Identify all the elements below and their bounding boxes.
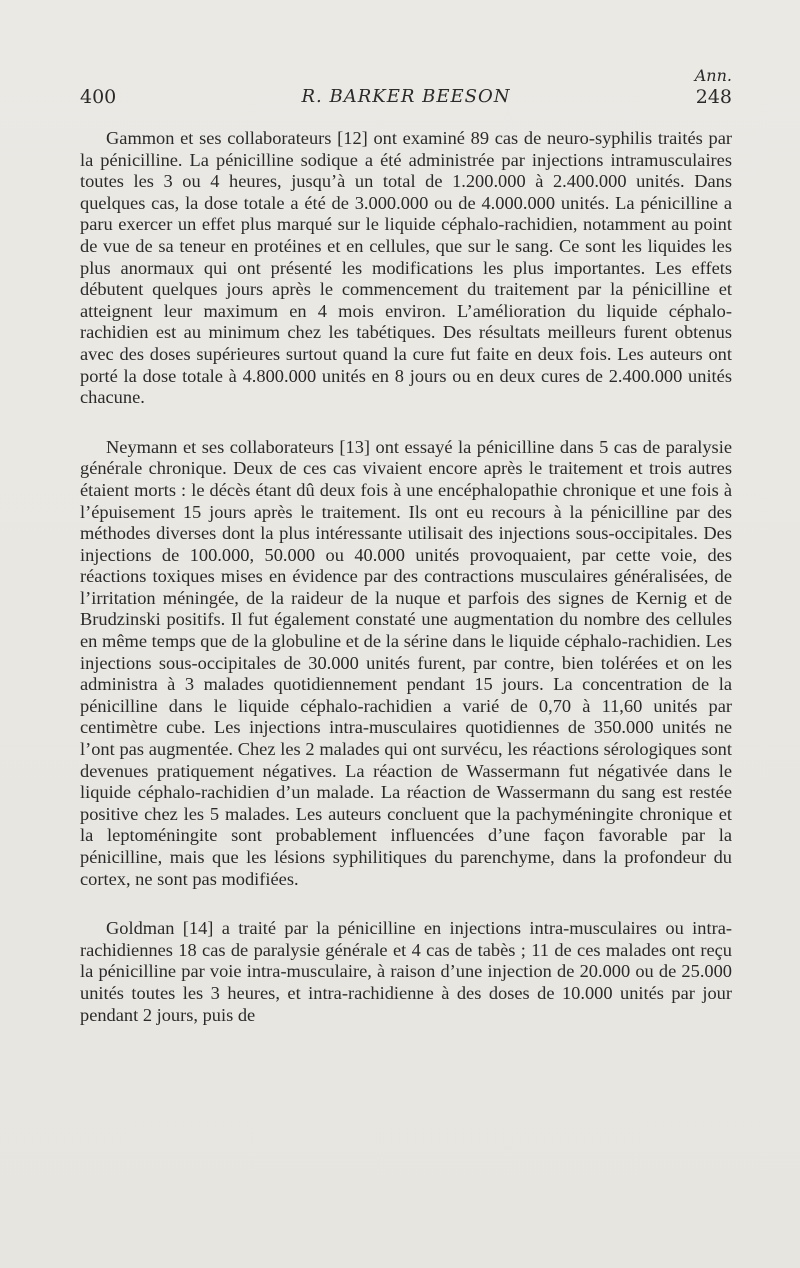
running-head: R. BARKER BEESON bbox=[301, 86, 511, 107]
paragraph-goldman: Goldman [14] a traité par la pénicilline en injections intra-musculaires ou intra-rachidiennes 18 cas de paralysie générale et 4 cas de tabès ; 11 de ces malades ont reçu la pénicilline par voie intra-musculaire, à raison d’une injection de 20.000 ou de 25.000 unités toutes les 3 heures, et intra-rachidienne à des doses de 10.000 unités par jour pendant 2 jours, puis de bbox=[80, 918, 732, 1025]
body-text bbox=[80, 128, 732, 1054]
page-header bbox=[80, 62, 732, 114]
paragraph-gammon: Gammon et ses collaborateurs [12] ont examiné 89 cas de neuro-syphilis traités par la pénicilline. La pénicilline sodique a été administrée par injections intramusculaires toutes les 3 ou 4 heures, jusqu’à un total de 1.200.000 à 2.400.000 unités. Dans quelques cas, la dose totale a été de 3.000.000 ou de 4.000.000 unités. La pénicilline a paru exercer un effet plus marqué sur le liquide céphalo-rachidien, notamment au point de vue de sa teneur en protéines et en cellules, que sur le sang. Ce sont les liquides les plus anormaux qui ont présenté les modifications les plus importantes. Les effets débutent quelques jours après le commencement du traitement par la pénicilline et atteignent leur maximum en 4 mois environ. L’amélioration du liquide céphalo-rachidien est au minimum chez les tabétiques. Des résultats meilleurs furent obtenus avec des doses supérieures surtout quand la cure fut faite en deux fois. Les auteurs ont porté la dose totale à 4.800.000 unités en 8 jours ou en deux cures de 2.400.000 unités chacune. bbox=[80, 128, 732, 408]
annex-label: Ann. bbox=[694, 66, 732, 85]
page-number: 400 bbox=[80, 86, 117, 108]
annex-number: 248 bbox=[695, 86, 732, 108]
paragraph-neymann: Neymann et ses collaborateurs [13] ont essayé la pénicilline dans 5 cas de paralysie générale chronique. Deux de ces cas vivaient encore après le traitement et trois autres étaient morts : le décès étant dû deux fois à une encéphalopathie chronique et une fois à l’épuisement 15 jours après le traitement. Ils ont eu recours à la pénicilline par des méthodes diverses dont la plus intéressante utilisait des injections sous-occipitales. Des injections de 100.000, 50.000 ou 40.000 unités provoquaient, par cette voie, des réactions toxiques mises en évidence par des contractions musculaires généralisées, de l’irritation méningée, de la raideur de la nuque et parfois des signes de Kernig et de Brudzinski positifs. Il fut également constaté une augmentation du nombre des cellules en même temps que de la globuline et de la sérine dans le liquide céphalo-rachidien. Les injections sous-occipitales de 30.000 unités furent, par contre, bien tolérées et on les administra à 3 malades quotidiennement pendant 15 jours. La concentration de la pénicilline dans le liquide céphalo-rachidien a varié de 0,70 à 11,60 unités par centimètre cube. Les injections intra-musculaires quotidiennes de 350.000 unités ne l’ont pas augmentée. Chez les 2 malades qui ont survécu, les réactions sérologiques sont devenues pratiquement négatives. La réaction de Wassermann fut négativée dans le liquide céphalo-rachidien d’un malade. La réaction de Wassermann du sang est restée positive chez les 5 malades. Les auteurs concluent que la pachyméningite chronique et la leptoméningite sont probablement influencées d’une façon favorable par la pénicilline, mais que les lésions syphilitiques du parenchyme, dans la profondeur du cortex, ne sont pas modifiées. bbox=[80, 436, 732, 889]
